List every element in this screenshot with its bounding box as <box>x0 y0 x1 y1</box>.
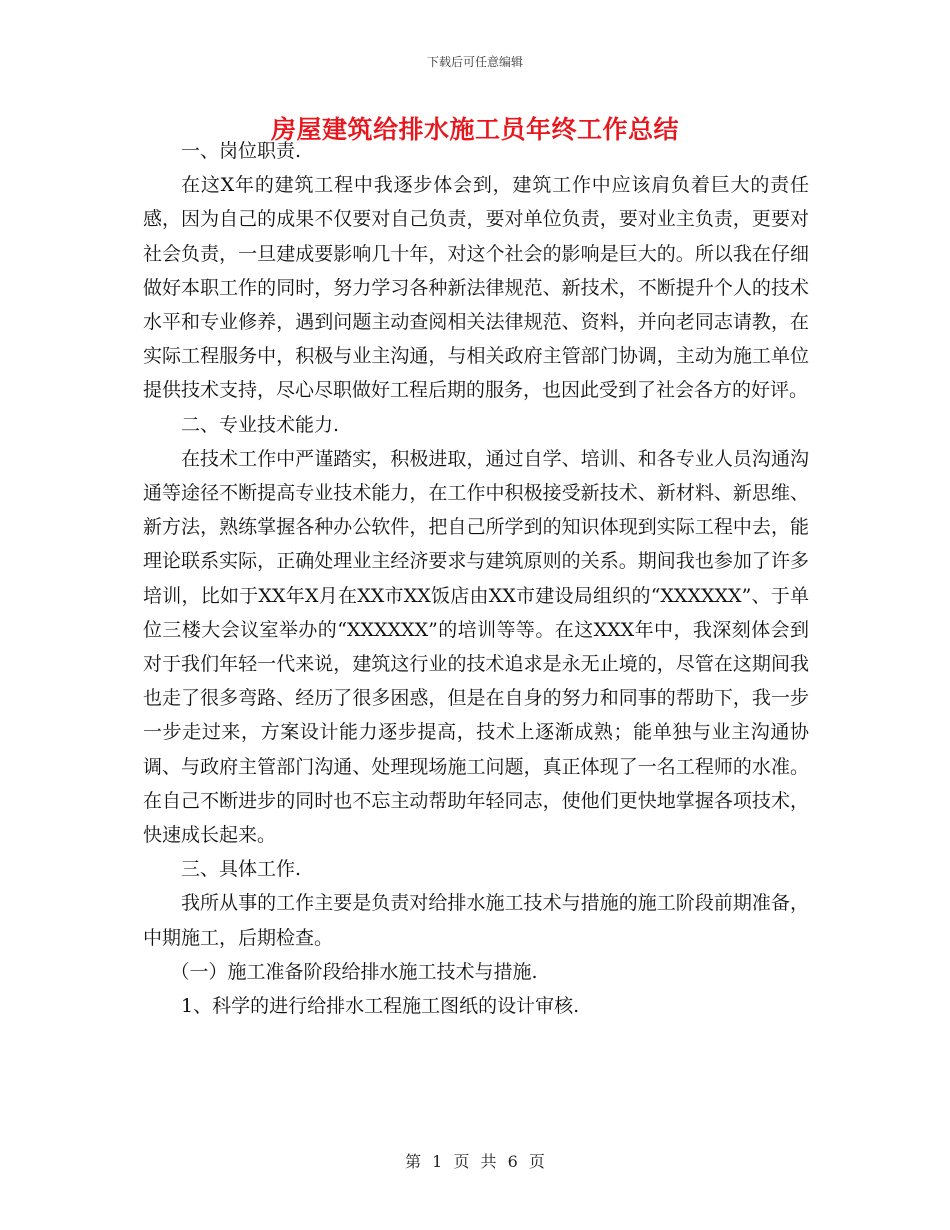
paragraph-skills: 在技术工作中严谨踏实，积极进取，通过自学、培训、和各专业人员沟通沟通等途径不断提高专业技术能力，在工作中积极接受新技术、新材料、新思维、新方法，熟练掌握各种办公软件，把自己所学到的知识体现到实际工程中去，能理论联系实际，正确处理业主经济要求与建筑原则的关系。期间我也参加了许多培训，比如于XX年X月在XX市XX饭店由XX市建设局组织的“XXXXXX”、于单位三楼大会议室举办的“XXXXXX”的培训等等。在这XXX年中，我深刻体会到对于我们年轻一代来说，建筑这行业的技术追求是永无止境的，尽管在这期间我也走了很多弯路、经历了很多困惑，但是在自身的努力和同事的帮助下，我一步一步走过来，方案设计能力逐步提高，技术上逐渐成熟；能单独与业主沟通协调、与政府主管部门沟通、处理现场施工问题，真正体现了一名工程师的水准。在自己不断进步的同时也不忘主动帮助年轻同志，使他们更快地掌握各项技术，快速成长起来。 <box>143 447 809 847</box>
list-item-drawing-review: 1、科学的进行给排水工程施工图纸的设计审核. <box>181 995 580 1018</box>
document-body <box>143 134 809 1023</box>
section-heading-skills: 二、专业技术能力. <box>181 413 340 436</box>
paragraph-duties: 在这X年的建筑工程中我逐步体会到，建筑工作中应该肩负着巨大的责任感，因为自己的成果不仅要对自己负责，要对单位负责，要对业主负责，更要对社会负责，一旦建成要影响几十年，对这个社会的影响是巨大的。所以我在仔细做好本职工作的同时，努力学习各种新法律规范、新技术，不断提升个人的技术水平和专业修养，遇到问题主动查阅相关法律规范、资料，并向老同志请教，在实际工程服务中，积极与业主沟通，与相关政府主管部门协调，主动为施工单位提供技术支持，尽心尽职做好工程后期的服务，也因此受到了社会各方的好评。 <box>143 174 809 402</box>
paragraph-work: 我所从事的工作主要是负责对给排水施工技术与措施的施工阶段前期准备，中期施工，后期检查。 <box>143 892 809 949</box>
page-header-note: 下载后可任意编辑 <box>426 55 523 69</box>
document-title: 房屋建筑给排水施工员年终工作总结 <box>270 115 679 144</box>
section-heading-work: 三、具体工作. <box>181 858 302 881</box>
section-heading-duties: 一、岗位职责. <box>181 140 302 162</box>
page-number-footer: 第 1 页 共 6 页 <box>405 1152 545 1171</box>
subsection-heading-preparation: （一）施工准备阶段给排水施工技术与措施. <box>170 960 538 983</box>
